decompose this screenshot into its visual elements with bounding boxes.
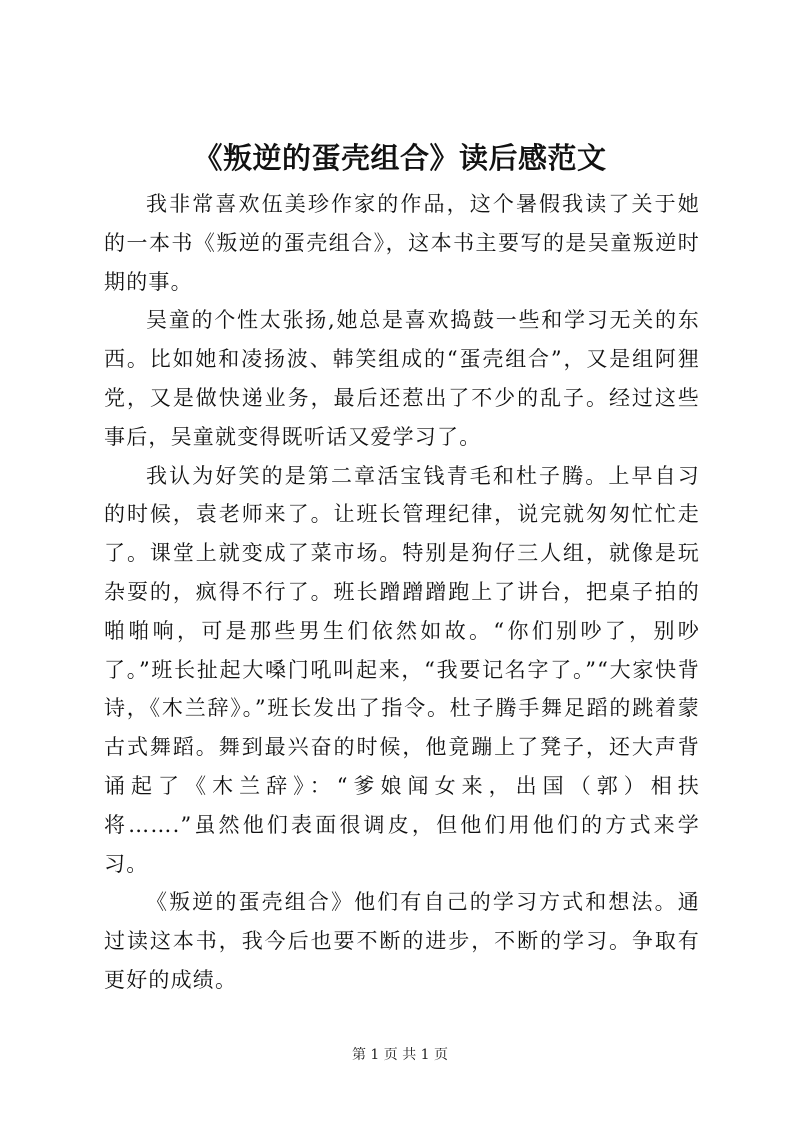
page-number-footer: 第 1 页 共 1 页 xyxy=(351,1047,449,1063)
paragraph-3: 我认为好笑的是第二章活宝钱青毛和杜子腾。上早自习的时候，袁老师来了。让班长管理纪律，说完就匆匆忙忙走了。课堂上就变成了菜市场。特别是狗仔三人组，就像是玩杂耍的，疯得不行了。班长蹭蹭蹭跑上了讲台，把桌子拍的啪啪响，可是那些男生们依然如故。“你们别吵了，别吵了。”班长扯起大嗓门吼叫起来，“我要记名字了。”“大家快背诗，《木兰辞》。”班长发出了指令。杜子腾手舞足蹈的跳着蒙古式舞蹈。舞到最兴奋的时候，他竟蹦上了凳子，还大声背诵起了《木兰辞》：“爹娘闻女来，出国（郭）相扶将…….”虽然他们表面很调皮，但他们用他们的方式来学习。 xyxy=(104,463,700,876)
document-body xyxy=(104,185,700,1000)
paragraph-1: 我非常喜欢伍美珍作家的作品，这个暑假我读了关于她的一本书《叛逆的蛋壳组合》，这本书主要写的是吴童叛逆时期的事。 xyxy=(104,192,700,294)
document-title: 《叛逆的蛋壳组合》读后感范文 xyxy=(193,141,607,175)
paragraph-4: 《叛逆的蛋壳组合》他们有自己的学习方式和想法。通过读这本书，我今后也要不断的进步，不断的学习。争取有更好的成绩。 xyxy=(104,890,700,992)
paragraph-2: 吴童的个性太张扬,她总是喜欢捣鼓一些和学习无关的东西。比如她和凌扬波、韩笑组成的“蛋壳组合”，又是组阿狸党，又是做快递业务，最后还惹出了不少的乱子。经过这些事后，吴童就变得既听话又爱学习了。 xyxy=(104,308,700,449)
